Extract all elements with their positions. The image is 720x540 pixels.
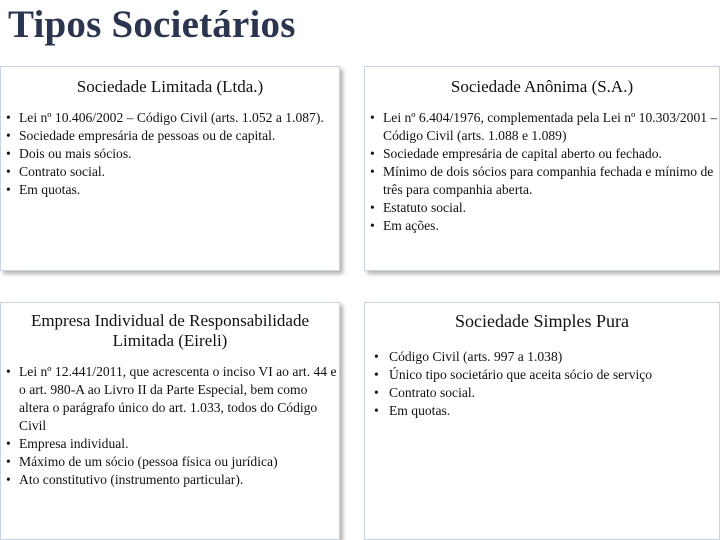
list-item: • Lei nº 12.441/2011, que acrescenta o inciso VI ao art. 44 e o art. 980-A ao Livro II da Parte Especial, bem como altera o parágrafo único do art. 1.033, todos do Código Civil (6, 364, 337, 433)
list-item: • Lei nº 10.406/2002 – Código Civil (arts. 1.052 a 1.087). (6, 110, 324, 125)
panel-sociedade-limitada (0, 66, 340, 271)
bullet-icon: • (6, 146, 11, 161)
bullet-icon: • (6, 164, 11, 179)
list-item: • Estatuto social. (370, 200, 467, 215)
list-item: • Código Civil (arts. 997 a 1.038) (374, 349, 563, 364)
bullet-icon: • (374, 367, 379, 382)
panel-sociedade-simples (364, 302, 720, 540)
list-item: • Contrato social. (6, 164, 106, 179)
panel-sociedade-anonima (364, 66, 720, 271)
bullet-icon: • (370, 218, 375, 233)
list-item: • Sociedade empresária de capital aberto ou fechado. (370, 146, 662, 161)
list-item: • Ato constitutivo (instrumento particular). (6, 472, 244, 487)
panel-header: Sociedade Simples Pura (455, 311, 629, 331)
list-item: • Lei nº 6.404/1976, complementada pela Lei nº 10.303/2001 – Código Civil (arts. 1.088 e 1.089) (370, 110, 718, 143)
bullet-icon: • (370, 110, 375, 125)
bullet-list (365, 109, 719, 235)
panel-header: Empresa Individual de Responsabilidade Limitada (Eireli) (30, 311, 310, 350)
panel-header: Sociedade Anônima (S.A.) (450, 77, 634, 96)
list-item: • Em ações. (370, 218, 439, 233)
list-item: • Único tipo societário que aceita sócio de serviço (374, 367, 653, 382)
bullet-icon: • (6, 364, 11, 379)
bullet-icon: • (374, 385, 379, 400)
list-item: • Em quotas. (6, 182, 81, 197)
list-item: • Dois ou mais sócios. (6, 146, 132, 161)
list-item: • Sociedade empresária de pessoas ou de capital. (6, 128, 276, 143)
list-item: • Mínimo de dois sócios para companhia fechada e mínimo de três para companhia aberta. (370, 164, 714, 197)
bullet-icon: • (370, 146, 375, 161)
page-title: Tipos Societários (8, 3, 296, 46)
bullet-icon: • (374, 349, 379, 364)
bullet-list (1, 109, 339, 199)
bullet-icon: • (6, 454, 11, 469)
bullet-icon: • (6, 472, 11, 487)
panel-header: Sociedade Limitada (Ltda.) (76, 77, 264, 96)
bullet-list (365, 348, 719, 420)
list-item: • Em quotas. (374, 403, 451, 418)
bullet-list (1, 363, 339, 489)
panel-eireli (0, 302, 340, 540)
list-item: • Empresa individual. (6, 436, 129, 451)
bullet-icon: • (370, 200, 375, 215)
bullet-icon: • (6, 128, 11, 143)
list-item: • Máximo de um sócio (pessoa física ou jurídica) (6, 454, 278, 469)
list-item: • Contrato social. (374, 385, 476, 400)
bullet-icon: • (374, 403, 379, 418)
bullet-icon: • (370, 164, 375, 179)
bullet-icon: • (6, 110, 11, 125)
bullet-icon: • (6, 436, 11, 451)
bullet-icon: • (6, 182, 11, 197)
